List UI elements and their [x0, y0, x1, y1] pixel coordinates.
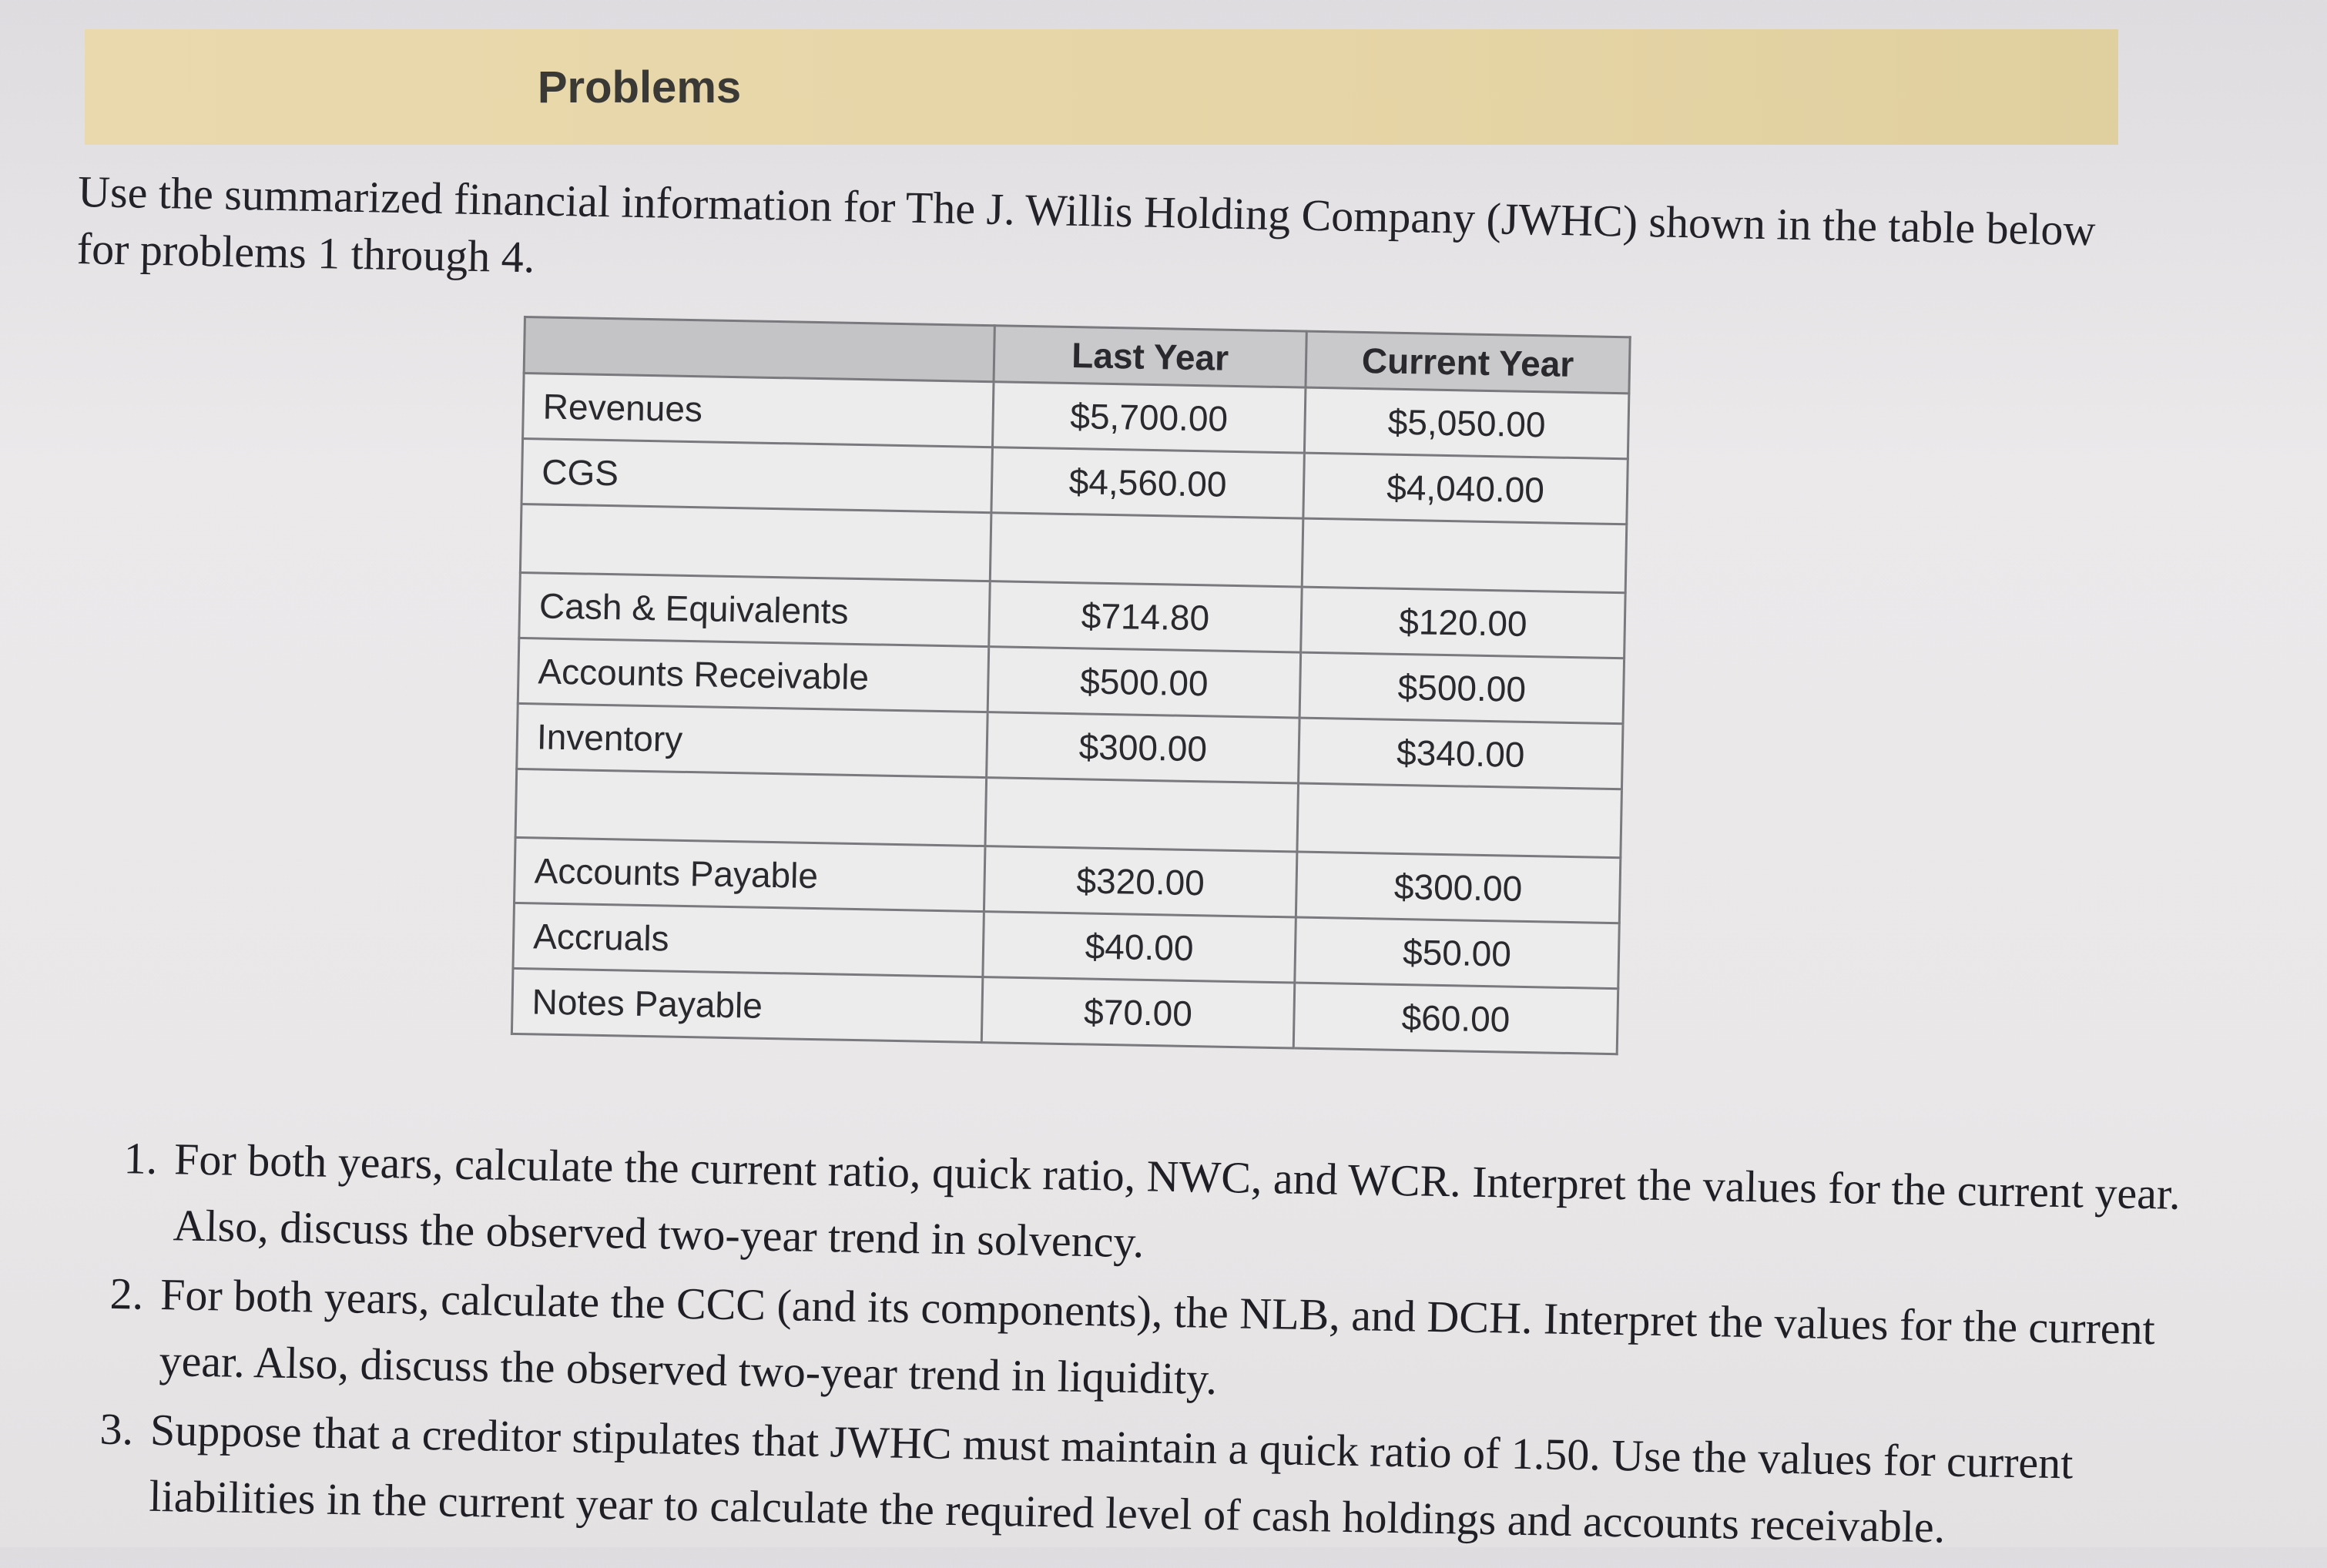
last-year-value — [985, 778, 1299, 852]
current-year-value: $300.00 — [1296, 852, 1620, 923]
last-year-value: $40.00 — [983, 912, 1296, 983]
current-year-value — [1297, 783, 1622, 858]
current-year-value: $120.00 — [1301, 587, 1625, 658]
section-banner — [85, 29, 2118, 145]
current-year-value — [1302, 518, 1627, 593]
current-year-value: $340.00 — [1299, 718, 1623, 789]
last-year-value: $5,700.00 — [992, 382, 1305, 453]
problem-text: For both years, calculate the CCC (and its components), the NLB, and DCH. Interpret the values for the current year. Also, discuss the observed two-year trend in liquidity. — [159, 1269, 2156, 1404]
current-year-value: $60.00 — [1293, 983, 1618, 1054]
problem-text: For both years, calculate the current ratio, quick ratio, NWC, and WCR. Interpret the values for the current year. Also, discuss the observed two-year trend in solvency. — [173, 1134, 2181, 1268]
financial-table-wrapper — [511, 316, 1631, 1055]
row-label: Notes Payable — [511, 968, 982, 1042]
row-label — [520, 504, 991, 581]
current-year-value: $500.00 — [1299, 652, 1624, 724]
last-year-value — [990, 513, 1303, 587]
row-label: Revenues — [523, 374, 994, 447]
problem-list — [66, 1124, 2215, 1568]
row-label: Cash & Equivalents — [519, 572, 990, 646]
table-header-current-year: Current Year — [1306, 331, 1630, 394]
row-label: Accounts Payable — [515, 837, 985, 911]
row-label: Inventory — [517, 703, 987, 777]
last-year-value: $500.00 — [987, 647, 1300, 718]
row-label: Accruals — [513, 903, 984, 977]
last-year-value: $320.00 — [984, 846, 1296, 917]
row-label — [515, 769, 987, 846]
current-year-value: $5,050.00 — [1304, 387, 1628, 459]
current-year-value: $4,040.00 — [1303, 453, 1628, 524]
row-label: Accounts Receivable — [518, 638, 988, 712]
table-header-blank — [524, 317, 994, 382]
last-year-value: $4,560.00 — [991, 447, 1304, 518]
row-label: CGS — [521, 439, 992, 513]
problem-number: 1. — [123, 1133, 158, 1184]
financial-table — [511, 316, 1631, 1055]
table-header-last-year: Last Year — [994, 326, 1306, 387]
section-title: Problems — [537, 62, 742, 112]
current-year-value: $50.00 — [1295, 917, 1619, 989]
last-year-value: $300.00 — [987, 712, 1299, 783]
last-year-value: $714.80 — [989, 581, 1302, 652]
last-year-value: $70.00 — [981, 977, 1294, 1048]
problem-text: Suppose that a creditor stipulates that JWHC must maintain a quick ratio of 1.50. Use the values for current liabilities in the current year to calculate the required level of cash holdings and accounts receivable. — [149, 1404, 2074, 1553]
problem-number: 3. — [99, 1403, 134, 1455]
intro-paragraph: Use the summarized financial information for The J. Willis Holding Company (JWHC) shown in the table below for problems 1 through 4. — [76, 166, 2096, 283]
problem-number: 2. — [109, 1268, 144, 1319]
